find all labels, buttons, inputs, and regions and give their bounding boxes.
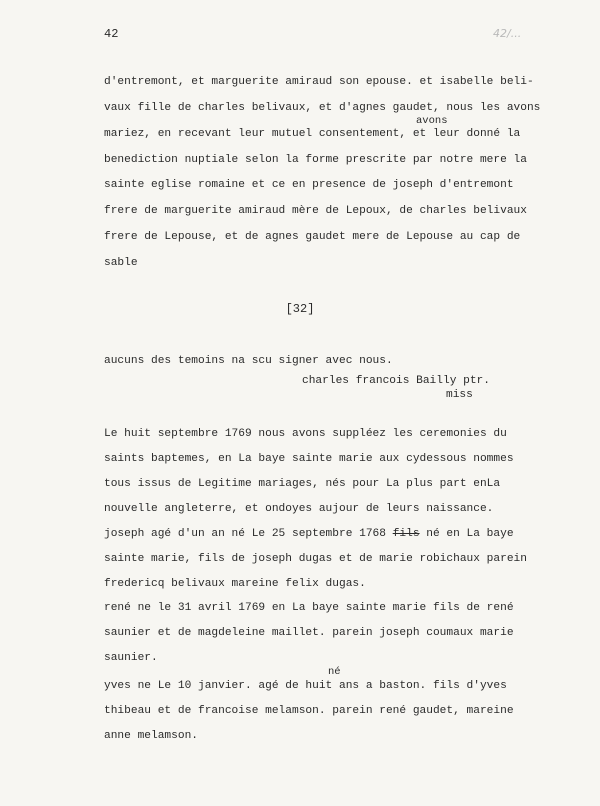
signature-name: charles francois Bailly ptr. [302,375,490,387]
text-line: anne melamson. [104,730,198,742]
text-line: mariez, en recevant leur mutuel consentement, et leur donné la [104,128,521,140]
text-line: sable [104,257,138,269]
text-segment: joseph agé d'un an né Le 25 septembre 1768 [104,528,393,540]
signature-title: miss [446,389,473,401]
section-marker: [32] [285,302,315,316]
interlinear-insertion: né [328,666,341,678]
text-line: rené ne le 31 avril 1769 en La baye sainte marie fils de rené [104,602,514,614]
text-line: vaux fille de charles belivaux, et d'agnes gaudet, nous les avons [104,102,541,114]
interlinear-insertion: avons [416,115,448,127]
text-line: tous issus de Legitime mariages, nés pour La plus part enLa [104,478,501,490]
pencil-annotation: 42/... [493,27,522,40]
text-line: frere de marguerite amiraud mère de Lepoux, de charles belivaux [104,205,527,217]
text-line [104,528,514,540]
text-segment: né en La baye [419,528,514,540]
text-line: saunier et de magdeleine maillet. parein joseph coumaux marie [104,627,514,639]
text-line: frere de Lepouse, et de agnes gaudet mere de Lepouse au cap de [104,231,521,243]
page-number: 42 [104,27,119,41]
text-line: Le huit septembre 1769 nous avons suppléez les ceremonies du [104,428,507,440]
witness-line: aucuns des temoins na scu signer avec nous. [104,355,393,367]
text-line: yves ne Le 10 janvier. agé de huit ans a baston. fils d'yves [104,680,507,692]
text-line: sainte eglise romaine et ce en presence de joseph d'entremont [104,179,514,191]
text-line: d'entremont, et marguerite amiraud son epouse. et isabelle beli- [104,76,534,88]
text-line: nouvelle angleterre, et ondoyes aujour de leurs naissance. [104,503,494,515]
struck-word: fils [392,528,420,540]
text-line: sainte marie, fils de joseph dugas et de marie robichaux parein [104,553,527,565]
text-line: fredericq belivaux mareine felix dugas. [104,578,366,590]
text-line: saunier. [104,652,158,664]
text-line: saints baptemes, en La baye sainte marie aux cydessous nommes [104,453,514,465]
text-line: benediction nuptiale selon la forme prescrite par notre mere la [104,154,527,166]
text-line: thibeau et de francoise melamson. parein rené gaudet, mareine [104,705,514,717]
